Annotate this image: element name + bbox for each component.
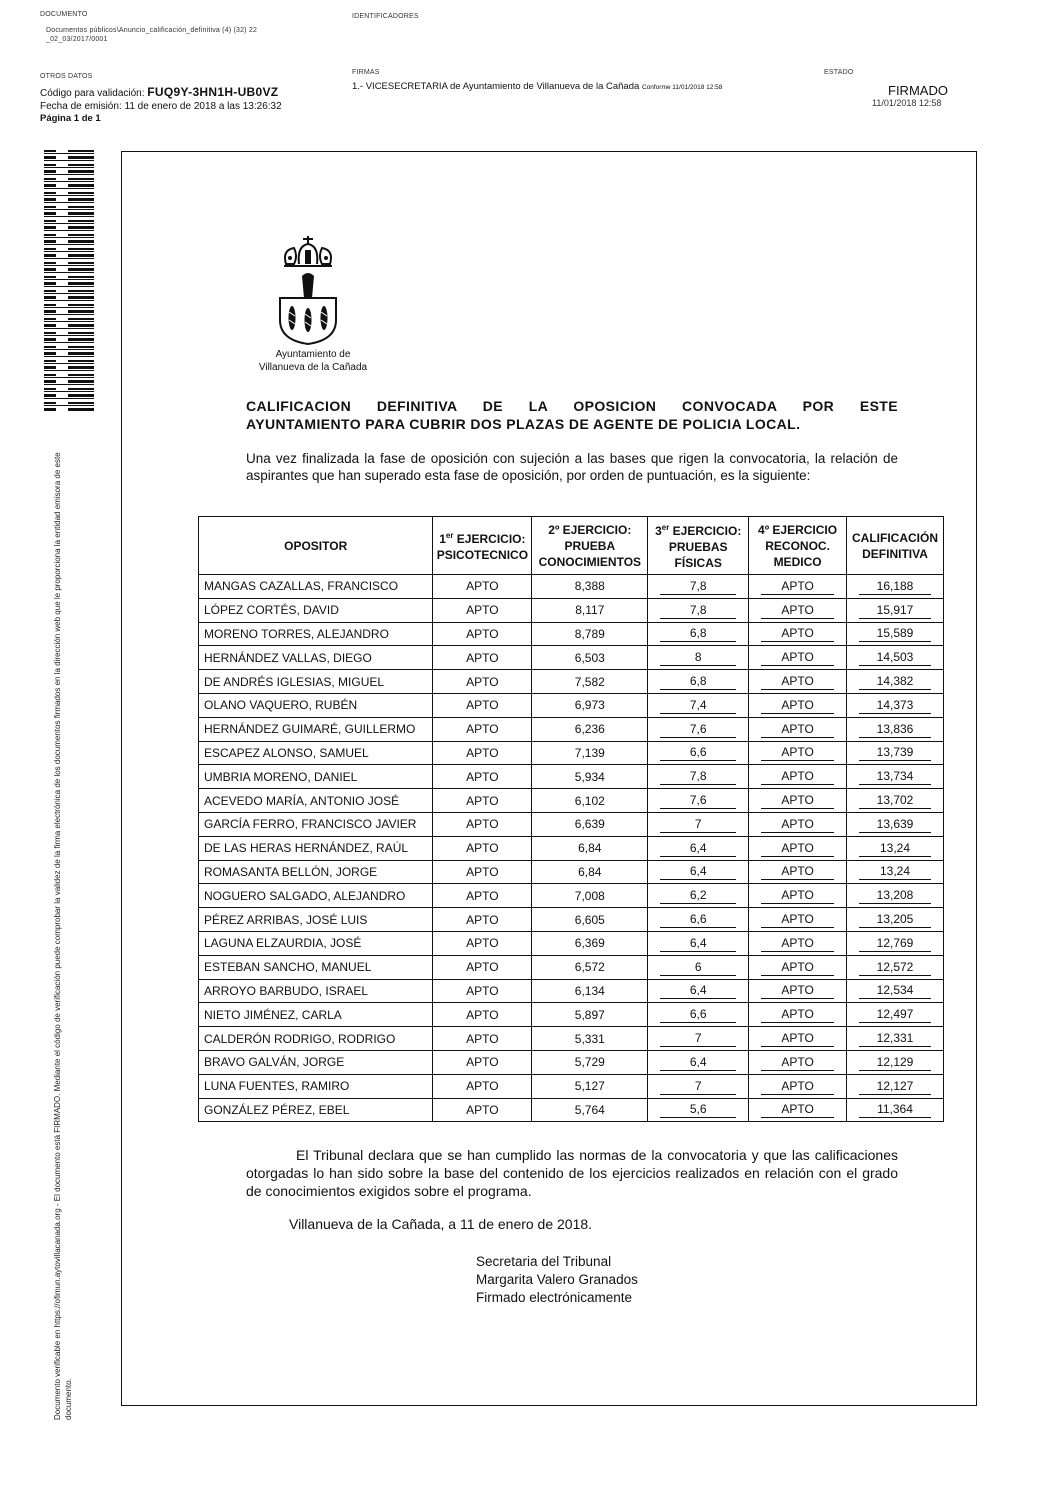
fisicas-cell: 6,8 [648,670,749,694]
header-ejercicio-3: 3er EJERCICIO: PRUEBAS FÍSICAS [648,517,749,575]
conocimientos-cell: 6,503 [532,646,648,670]
fisicas-cell: 7,8 [648,765,749,789]
opositor-cell: ACEVEDO MARÍA, ANTONIO JOSÉ [199,789,433,813]
opositor-cell: ESCAPEZ ALONSO, SAMUEL [199,741,433,765]
calificacion-cell: 15,917 [847,598,944,622]
validation-code: Código para validación: FUQ9Y-3HN1H-UB0VZ [40,85,279,99]
psicotecnico-cell: APTO [433,908,532,932]
conocimientos-cell: 5,331 [532,1027,648,1051]
table-row [199,979,944,1003]
calificacion-cell: 14,382 [847,670,944,694]
medico-cell: APTO [749,860,847,884]
calificacion-cell: 15,589 [847,622,944,646]
conocimientos-cell: 6,84 [532,836,648,860]
medico-cell: APTO [749,1098,847,1122]
firmas-label: FIRMAS [352,69,380,76]
status-date: 11/01/2018 12:58 [872,98,942,108]
place-date: Villanueva de la Cañada, a 11 de enero de 2018. [289,1216,593,1232]
calificacion-cell: 12,769 [847,931,944,955]
opositor-cell: DE LAS HERAS HERNÁNDEZ, RAÚL [199,836,433,860]
opositor-cell: LAGUNA ELZAURDIA, JOSÉ [199,931,433,955]
fisicas-cell: 7,8 [648,598,749,622]
table-row [199,836,944,860]
opositor-cell: LÓPEZ CORTÉS, DAVID [199,598,433,622]
psicotecnico-cell: APTO [433,622,532,646]
medico-cell: APTO [749,836,847,860]
calificacion-cell: 12,129 [847,1050,944,1074]
psicotecnico-cell: APTO [433,575,532,599]
table-row [199,908,944,932]
header-ejercicio-1: 1er EJERCICIO: PSICOTECNICO [433,517,532,575]
medico-cell: APTO [749,884,847,908]
psicotecnico-cell: APTO [433,765,532,789]
conocimientos-cell: 6,605 [532,908,648,932]
medico-cell: APTO [749,1050,847,1074]
table-row [199,1050,944,1074]
opositor-cell: ESTEBAN SANCHO, MANUEL [199,955,433,979]
fisicas-cell: 6,6 [648,741,749,765]
table-body [199,575,944,1122]
conocimientos-cell: 5,897 [532,1003,648,1027]
table-row [199,622,944,646]
calificacion-cell: 14,503 [847,646,944,670]
psicotecnico-cell: APTO [433,670,532,694]
doc-label: DOCUMENTO [40,11,88,18]
conocimientos-cell: 6,134 [532,979,648,1003]
medico-cell: APTO [749,1027,847,1051]
opositor-cell: HERNÁNDEZ GUIMARÉ, GUILLERMO [199,717,433,741]
status-badge: FIRMADO [888,83,948,98]
opositor-cell: ARROYO BARBUDO, ISRAEL [199,979,433,1003]
conocimientos-cell: 5,934 [532,765,648,789]
medico-cell: APTO [749,575,847,599]
opositor-cell: UMBRIA MORENO, DANIEL [199,765,433,789]
psicotecnico-cell: APTO [433,860,532,884]
table-header-row [199,517,944,575]
psicotecnico-cell: APTO [433,598,532,622]
table-row [199,693,944,717]
fisicas-cell: 6,4 [648,836,749,860]
medico-cell: APTO [749,1074,847,1098]
psicotecnico-cell: APTO [433,979,532,1003]
signature-block [476,1253,638,1307]
conocimientos-cell: 6,639 [532,812,648,836]
calificacion-cell: 12,572 [847,955,944,979]
medico-cell: APTO [749,955,847,979]
psicotecnico-cell: APTO [433,884,532,908]
fisicas-cell: 7,6 [648,789,749,813]
conocimientos-cell: 7,008 [532,884,648,908]
conocimientos-cell: 6,102 [532,789,648,813]
opositor-cell: CALDERÓN RODRIGO, RODRIGO [199,1027,433,1051]
conocimientos-cell: 7,139 [532,741,648,765]
psicotecnico-cell: APTO [433,1098,532,1122]
calificacion-cell: 12,497 [847,1003,944,1027]
medico-cell: APTO [749,765,847,789]
validation-code-value: FUQ9Y-3HN1H-UB0VZ [147,85,279,99]
side-legal-text: Documento verificable en https://ofimun.aytovillacanada.org - El documento está FIRMADO. Mediante el código de verificación puede comprobar la validez de la firma electrónica de los documentos firmados en la dirección web que le proporciona la entidad emisora de este documento. [53,452,73,1420]
opositor-cell: OLANO VAQUERO, RUBÉN [199,693,433,717]
otros-label: OTROS DATOS [40,73,93,80]
fisicas-cell: 6,6 [648,1003,749,1027]
medico-cell: APTO [749,670,847,694]
table-row [199,789,944,813]
signature-role: Secretaria del Tribunal [476,1254,612,1269]
header-ejercicio-4: 4º EJERCICIO RECONOC. MEDICO [749,517,847,575]
medico-cell: APTO [749,741,847,765]
calificacion-cell: 13,734 [847,765,944,789]
coat-of-arms-logo [272,236,344,346]
fisicas-cell: 6 [648,955,749,979]
psicotecnico-cell: APTO [433,955,532,979]
results-table [198,516,944,1122]
psicotecnico-cell: APTO [433,836,532,860]
fisicas-cell: 7,8 [648,575,749,599]
psicotecnico-cell: APTO [433,646,532,670]
fisicas-cell: 6,4 [648,931,749,955]
psicotecnico-cell: APTO [433,1003,532,1027]
calificacion-cell: 13,639 [847,812,944,836]
emission-date: Fecha de emisión: 11 de enero de 2018 a las 13:26:32 [40,101,282,112]
doc-name-2: _02_03/2017/0001 [46,36,108,43]
calificacion-cell: 12,331 [847,1027,944,1051]
medico-cell: APTO [749,979,847,1003]
psicotecnico-cell: APTO [433,1027,532,1051]
psicotecnico-cell: APTO [433,931,532,955]
intro-paragraph: Una vez finalizada la fase de oposición con sujeción a las bases que rigen la convocatoria, la relación de aspirantes que han superado esta fase de oposición, por orden de puntuación, es la siguiente: [246,451,898,483]
page-number: Página 1 de 1 [40,113,101,124]
fisicas-cell: 6,4 [648,979,749,1003]
opositor-cell: GONZÁLEZ PÉREZ, EBEL [199,1098,433,1122]
barcode-overlay [56,150,68,412]
fisicas-cell: 6,2 [648,884,749,908]
calificacion-cell: 13,205 [847,908,944,932]
opositor-cell: NOGUERO SALGADO, ALEJANDRO [199,884,433,908]
medico-cell: APTO [749,693,847,717]
ident-label: IDENTIFICADORES [352,13,419,20]
conocimientos-cell: 6,973 [532,693,648,717]
signature-note: Firmado electrónicamente [476,1290,633,1305]
barcode [44,150,94,412]
calificacion-cell: 12,127 [847,1074,944,1098]
psicotecnico-cell: APTO [433,1050,532,1074]
header-opositor: OPOSITOR [199,517,433,575]
closing-paragraph: El Tribunal declara que se han cumplido las normas de la convocatoria y que las calificaciones otorgadas lo han sido sobre la base del contenido de los ejercicios realizados en relación con el grado de conocimientos exigidos sobre el programa. [246,1147,898,1199]
signature-name: Margarita Valero Granados [476,1272,638,1287]
table-row [199,1074,944,1098]
table-row [199,1027,944,1051]
table-row [199,741,944,765]
conocimientos-cell: 6,236 [532,717,648,741]
opositor-cell: BRAVO GALVÁN, JORGE [199,1050,433,1074]
psicotecnico-cell: APTO [433,812,532,836]
fisicas-cell: 7 [648,1027,749,1051]
header-ejercicio-2: 2º EJERCICIO: PRUEBA CONOCIMIENTOS [532,517,648,575]
table-row [199,860,944,884]
table-row [199,1003,944,1027]
table-row [199,931,944,955]
fisicas-cell: 8 [648,646,749,670]
opositor-cell: NIETO JIMÉNEZ, CARLA [199,1003,433,1027]
conocimientos-cell: 7,582 [532,670,648,694]
opositor-cell: PÉREZ ARRIBAS, JOSÉ LUIS [199,908,433,932]
conocimientos-cell: 8,388 [532,575,648,599]
opositor-cell: MANGAS CAZALLAS, FRANCISCO [199,575,433,599]
signature-entry: 1.- VICESECRETARIA de Ayuntamiento de Villanueva de la Cañada Conforme 11/01/2018 12:58 [352,81,723,92]
table-row [199,955,944,979]
table-row [199,575,944,599]
psicotecnico-cell: APTO [433,789,532,813]
conocimientos-cell: 5,127 [532,1074,648,1098]
psicotecnico-cell: APTO [433,717,532,741]
calificacion-cell: 16,188 [847,575,944,599]
estado-label: ESTADO [824,69,854,76]
conocimientos-cell: 8,789 [532,622,648,646]
calificacion-cell: 13,208 [847,884,944,908]
fisicas-cell: 6,8 [648,622,749,646]
fisicas-cell: 5,6 [648,1098,749,1122]
table-row [199,884,944,908]
doc-name: Documentos públicos\Anuncio_calificación_definitiva (4) (32) 22 [46,27,258,34]
table-row [199,1098,944,1122]
calificacion-cell: 13,702 [847,789,944,813]
fisicas-cell: 7 [648,812,749,836]
medico-cell: APTO [749,789,847,813]
medico-cell: APTO [749,622,847,646]
calificacion-cell: 13,24 [847,836,944,860]
opositor-cell: GARCÍA FERRO, FRANCISCO JAVIER [199,812,433,836]
calificacion-cell: 14,373 [847,693,944,717]
conocimientos-cell: 6,84 [532,860,648,884]
medico-cell: APTO [749,1003,847,1027]
conocimientos-cell: 6,369 [532,931,648,955]
conocimientos-cell: 5,764 [532,1098,648,1122]
opositor-cell: LUNA FUENTES, RAMIRO [199,1074,433,1098]
medico-cell: APTO [749,931,847,955]
fisicas-cell: 7,4 [648,693,749,717]
psicotecnico-cell: APTO [433,693,532,717]
medico-cell: APTO [749,598,847,622]
opositor-cell: HERNÁNDEZ VALLAS, DIEGO [199,646,433,670]
conocimientos-cell: 8,117 [532,598,648,622]
fisicas-cell: 7 [648,1074,749,1098]
table-row [199,812,944,836]
fisicas-cell: 6,4 [648,1050,749,1074]
table-row [199,646,944,670]
fisicas-cell: 6,4 [648,860,749,884]
medico-cell: APTO [749,812,847,836]
calificacion-cell: 12,534 [847,979,944,1003]
opositor-cell: DE ANDRÉS IGLESIAS, MIGUEL [199,670,433,694]
municipality-name: Ayuntamiento de Villanueva de la Cañada [258,349,368,373]
calificacion-cell: 11,364 [847,1098,944,1122]
fisicas-cell: 7,6 [648,717,749,741]
calificacion-cell: 13,836 [847,717,944,741]
medico-cell: APTO [749,646,847,670]
table-row [199,598,944,622]
medico-cell: APTO [749,717,847,741]
fisicas-cell: 6,6 [648,908,749,932]
opositor-cell: MORENO TORRES, ALEJANDRO [199,622,433,646]
table-row [199,765,944,789]
medico-cell: APTO [749,908,847,932]
calificacion-cell: 13,739 [847,741,944,765]
table-row [199,717,944,741]
psicotecnico-cell: APTO [433,741,532,765]
document-title: CALIFICACION DEFINITIVA DE LA OPOSICION CONVOCADA POR ESTE AYUNTAMIENTO PARA CUBRIR DOS PLAZAS DE AGENTE DE POLICIA LOCAL. [246,398,898,432]
header-calificacion: CALIFICACIÓN DEFINITIVA [847,517,944,575]
conocimientos-cell: 5,729 [532,1050,648,1074]
calificacion-cell: 13,24 [847,860,944,884]
opositor-cell: ROMASANTA BELLÓN, JORGE [199,860,433,884]
table-row [199,670,944,694]
conocimientos-cell: 6,572 [532,955,648,979]
psicotecnico-cell: APTO [433,1074,532,1098]
